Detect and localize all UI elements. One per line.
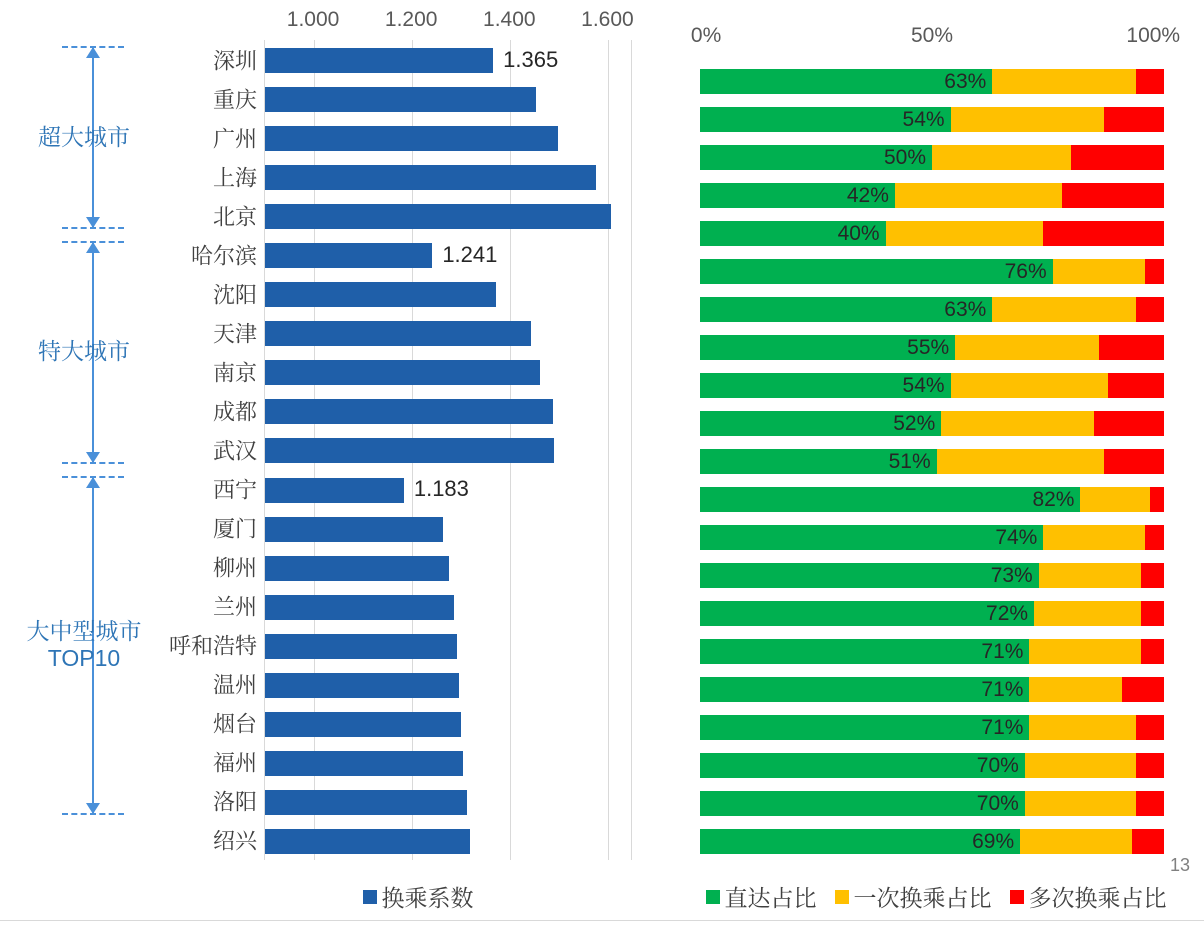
transfer-coefficient-bar: [265, 282, 496, 307]
stacked-segment-3: [1104, 449, 1164, 474]
city-label: 成都: [212, 399, 257, 425]
stacked-segment-1: [700, 487, 1080, 512]
stacked-segment-1: [700, 829, 1020, 854]
city-label: 重庆: [212, 87, 257, 113]
segment-value-label: 63%: [944, 297, 987, 321]
segment-value-label: 63%: [944, 69, 987, 93]
segment-value-label: 76%: [1004, 259, 1047, 283]
city-label: 柳州: [212, 555, 257, 581]
segment-value-label: 73%: [990, 563, 1033, 587]
segment-value-label: 52%: [893, 411, 936, 435]
stacked-segment-2: [1034, 601, 1141, 626]
city-label: 洛阳: [212, 789, 257, 815]
segment-value-label: 69%: [972, 829, 1015, 853]
stacked-segment-1: [700, 677, 1029, 702]
segment-value-label: 71%: [981, 677, 1024, 701]
arrow-up-icon: [86, 47, 100, 58]
left-chart-row: [212, 548, 631, 587]
legend-swatch-icon: [835, 890, 849, 904]
transfer-share-chart: [668, 0, 1204, 900]
stacked-segment-1: [700, 221, 886, 246]
transfer-coefficient-bar: [265, 243, 432, 268]
transfer-coefficient-bar: [265, 87, 536, 112]
stacked-segment-1: [700, 373, 951, 398]
right-chart-row: [700, 746, 1164, 784]
stacked-segment-3: [1136, 715, 1164, 740]
right-chart-row: [700, 556, 1164, 594]
segment-value-label: 55%: [907, 335, 950, 359]
group-label: 特大城市: [38, 338, 130, 365]
city-group: [0, 40, 168, 235]
stacked-segment-3: [1094, 411, 1164, 436]
left-chart-row: [212, 391, 631, 430]
bar-value-label: 1.183: [413, 476, 469, 502]
stacked-segment-2: [1043, 525, 1145, 550]
right-legend-item[interactable]: [835, 880, 992, 913]
arrow-down-icon: [86, 452, 100, 463]
right-legend-item[interactable]: [1010, 880, 1167, 913]
stacked-segment-3: [1145, 525, 1164, 550]
bar-value-label: 1.241: [442, 241, 498, 267]
stacked-segment-1: [700, 259, 1053, 284]
right-x-tick-label: 100%: [1126, 24, 1181, 47]
segment-value-label: 42%: [846, 183, 889, 207]
right-chart-x-axis: [668, 24, 1204, 54]
stacked-segment-2: [951, 373, 1109, 398]
left-x-tick-label: 1.000: [286, 8, 340, 31]
segment-value-label: 72%: [986, 601, 1029, 625]
stacked-segment-3: [1141, 639, 1164, 664]
stacked-segment-2: [932, 145, 1071, 170]
right-chart-row: [700, 404, 1164, 442]
segment-value-label: 74%: [995, 525, 1038, 549]
stacked-segment-3: [1043, 221, 1164, 246]
right-chart-plot-area: [700, 62, 1164, 860]
left-chart-row: [212, 470, 631, 509]
stacked-segment-2: [1025, 753, 1136, 778]
right-chart-row: [700, 214, 1164, 252]
stacked-segment-3: [1136, 297, 1164, 322]
stacked-segment-2: [886, 221, 1044, 246]
legend-swatch-icon: [1010, 890, 1024, 904]
transfer-coefficient-chart: [168, 0, 668, 900]
stacked-segment-1: [700, 69, 992, 94]
right-chart-row: [700, 328, 1164, 366]
right-x-tick-label: 0%: [690, 24, 722, 47]
stacked-segment-1: [700, 107, 951, 132]
city-label: 上海: [212, 165, 257, 191]
stacked-segment-2: [992, 69, 1136, 94]
stacked-segment-1: [700, 601, 1034, 626]
group-label: [0, 618, 168, 672]
stacked-segment-3: [1108, 373, 1164, 398]
segment-value-label: 70%: [976, 791, 1019, 815]
stacked-segment-1: [700, 753, 1025, 778]
stacked-segment-1: [700, 715, 1029, 740]
right-chart-row: [700, 252, 1164, 290]
left-chart-row: [212, 782, 631, 821]
bar-value-label: 1.365: [503, 46, 559, 72]
stacked-segment-2: [1029, 715, 1136, 740]
transfer-coefficient-bar: [265, 204, 611, 229]
left-legend-item[interactable]: [363, 880, 474, 913]
right-chart-row: [700, 176, 1164, 214]
arrow-up-icon: [86, 477, 100, 488]
left-chart-row: [212, 79, 631, 118]
stacked-segment-3: [1132, 829, 1164, 854]
page-number: 13: [1169, 855, 1190, 875]
city-label: 沈阳: [212, 282, 257, 308]
legend-label: 一次换乘占比: [853, 885, 992, 911]
city-label: 北京: [212, 204, 257, 230]
stacked-segment-1: [700, 563, 1039, 588]
left-chart-row: [212, 665, 631, 704]
left-chart-row: [212, 430, 631, 469]
stacked-segment-3: [1122, 677, 1164, 702]
stacked-segment-2: [937, 449, 1104, 474]
right-chart-row: [700, 670, 1164, 708]
transfer-coefficient-bar: [265, 48, 493, 73]
left-x-tick-label: 1.200: [384, 8, 438, 31]
city-group: [0, 470, 168, 821]
stacked-segment-2: [1039, 563, 1141, 588]
legend-label: 换乘系数: [381, 885, 474, 911]
stacked-segment-3: [1071, 145, 1164, 170]
right-chart-legend: [668, 880, 1204, 913]
stacked-segment-2: [955, 335, 1099, 360]
segment-value-label: 82%: [1032, 487, 1075, 511]
stacked-segment-3: [1136, 69, 1164, 94]
stacked-segment-3: [1104, 107, 1164, 132]
stacked-segment-3: [1150, 487, 1164, 512]
left-chart-row: [212, 821, 631, 860]
right-chart-row: [700, 366, 1164, 404]
right-chart-row: [700, 62, 1164, 100]
city-label: 南京: [212, 360, 257, 386]
stacked-segment-1: [700, 411, 941, 436]
transfer-coefficient-bar: [265, 517, 443, 542]
right-chart-row: [700, 708, 1164, 746]
footer-divider: [0, 920, 1204, 921]
group-label: 超大城市: [38, 123, 130, 150]
stacked-segment-3: [1136, 791, 1164, 816]
left-chart-row: [168, 626, 631, 665]
arrow-down-icon: [86, 803, 100, 814]
stacked-segment-1: [700, 297, 992, 322]
city-label: 西宁: [212, 477, 257, 503]
left-x-tick-label: 1.400: [483, 8, 536, 31]
stacked-segment-2: [1029, 677, 1122, 702]
left-chart-x-axis: [168, 8, 668, 36]
stacked-segment-3: [1099, 335, 1164, 360]
left-chart-row: [212, 157, 631, 196]
transfer-coefficient-bar: [265, 790, 467, 815]
right-chart-row: [700, 594, 1164, 632]
city-label: 武汉: [212, 438, 257, 464]
group-label-line-2: TOP10: [47, 645, 121, 672]
transfer-coefficient-bar: [265, 829, 470, 854]
segment-value-label: 40%: [837, 221, 880, 245]
left-chart-row: [212, 313, 631, 352]
city-label: 温州: [212, 672, 257, 698]
right-chart-row: [700, 138, 1164, 176]
segment-value-label: 54%: [902, 107, 945, 131]
left-chart-row: [212, 587, 631, 626]
right-x-tick-label: 50%: [910, 24, 954, 47]
transfer-coefficient-bar: [265, 634, 457, 659]
group-label-line-1: 大中型城市: [26, 618, 142, 645]
stacked-segment-1: [700, 791, 1025, 816]
city-group-column: [0, 40, 168, 860]
city-label: 厦门: [212, 516, 257, 542]
transfer-coefficient-bar: [265, 595, 454, 620]
stacked-segment-1: [700, 145, 932, 170]
stacked-segment-1: [700, 525, 1043, 550]
left-chart-row: [190, 235, 631, 274]
stacked-segment-3: [1136, 753, 1164, 778]
transfer-coefficient-bar: [265, 165, 596, 190]
left-chart-row: [212, 509, 631, 548]
segment-value-label: 71%: [981, 639, 1024, 663]
arrow-up-icon: [86, 242, 100, 253]
left-chart-legend: [168, 880, 668, 913]
left-chart-row: [212, 40, 631, 79]
stacked-segment-2: [1020, 829, 1131, 854]
right-chart-row: [700, 290, 1164, 328]
right-chart-row: [700, 442, 1164, 480]
city-group: [0, 235, 168, 469]
city-label: 福州: [212, 750, 257, 776]
segment-value-label: 71%: [981, 715, 1024, 739]
city-label: 兰州: [212, 594, 257, 620]
transfer-coefficient-bar: [265, 399, 553, 424]
segment-value-label: 54%: [902, 373, 945, 397]
right-chart-row: [700, 100, 1164, 138]
legend-label: 直达占比: [724, 885, 817, 911]
left-chart-row: [212, 274, 631, 313]
right-chart-row: [700, 518, 1164, 556]
transfer-coefficient-bar: [265, 556, 449, 581]
stacked-segment-2: [895, 183, 1062, 208]
legend-swatch-icon: [363, 890, 377, 904]
left-chart-row: [212, 196, 631, 235]
stacked-segment-2: [992, 297, 1136, 322]
stacked-segment-2: [1029, 639, 1140, 664]
stacked-segment-3: [1141, 563, 1164, 588]
stacked-segment-2: [1080, 487, 1150, 512]
left-chart-plot-area: [168, 40, 632, 860]
legend-label: 多次换乘占比: [1028, 885, 1167, 911]
stacked-segment-1: [700, 335, 955, 360]
city-label: 呼和浩特: [168, 633, 257, 659]
stacked-segment-2: [941, 411, 1094, 436]
right-chart-row: [700, 784, 1164, 822]
left-chart-row: [212, 118, 631, 157]
stacked-segment-3: [1062, 183, 1164, 208]
legend-swatch-icon: [706, 890, 720, 904]
city-label: 天津: [212, 321, 257, 347]
arrow-down-icon: [86, 217, 100, 228]
right-chart-row: [700, 480, 1164, 518]
stacked-segment-2: [1025, 791, 1136, 816]
city-label: 烟台: [212, 711, 257, 737]
transfer-coefficient-bar: [265, 673, 459, 698]
transfer-coefficient-bar: [265, 438, 554, 463]
left-chart-row: [212, 352, 631, 391]
stacked-segment-1: [700, 449, 937, 474]
stacked-segment-3: [1145, 259, 1164, 284]
stacked-segment-1: [700, 183, 895, 208]
transfer-coefficient-bar: [265, 712, 461, 737]
left-chart-row: [212, 743, 631, 782]
right-chart-row: [700, 632, 1164, 670]
stacked-segment-2: [951, 107, 1104, 132]
left-chart-row: [212, 704, 631, 743]
transfer-coefficient-bar: [265, 126, 558, 151]
right-legend-item[interactable]: [706, 880, 817, 913]
city-label: 哈尔滨: [190, 243, 257, 269]
city-label: 绍兴: [212, 828, 257, 854]
segment-value-label: 70%: [976, 753, 1019, 777]
right-chart-row: [700, 822, 1164, 860]
transfer-coefficient-bar: [265, 321, 531, 346]
segment-value-label: 50%: [883, 145, 926, 169]
transfer-coefficient-bar: [265, 360, 540, 385]
transfer-coefficient-bar: [265, 751, 463, 776]
segment-value-label: 51%: [888, 449, 931, 473]
stacked-segment-2: [1053, 259, 1146, 284]
stacked-segment-3: [1141, 601, 1164, 626]
transfer-coefficient-bar: [265, 478, 404, 503]
city-label: 深圳: [212, 48, 257, 74]
city-label: 广州: [212, 126, 257, 152]
stacked-segment-1: [700, 639, 1029, 664]
left-x-tick-label: 1.600: [581, 8, 634, 31]
